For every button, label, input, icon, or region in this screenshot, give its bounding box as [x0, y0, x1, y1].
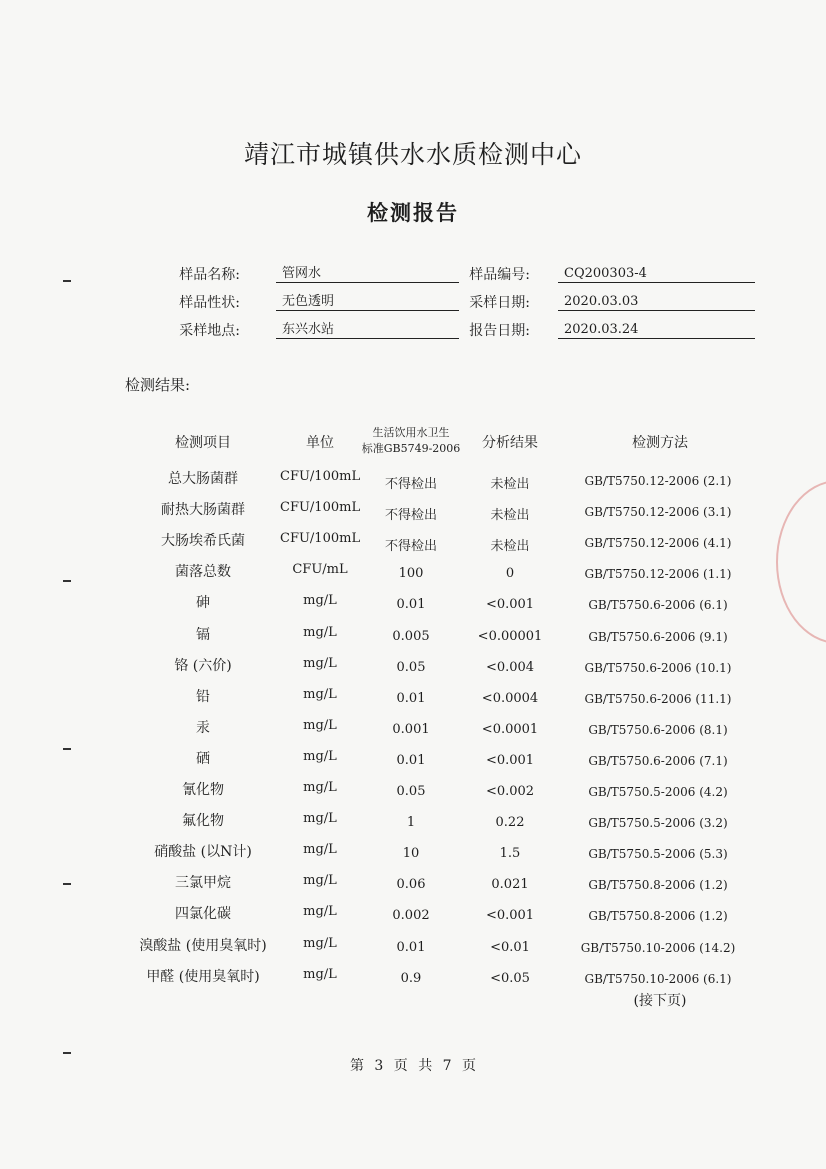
cell-method: GB/T5750.6-2006 (7.1) — [588, 753, 728, 768]
cell-unit: CFU/100mL — [280, 500, 361, 516]
continued-note: (接下页) — [633, 993, 687, 1009]
cell-standard: 不得检出 — [384, 539, 437, 555]
cell-item: 氰化物 — [182, 782, 224, 798]
cell-standard: 0.005 — [392, 628, 430, 644]
cell-unit: mg/L — [303, 904, 337, 920]
cell-result: <0.0001 — [481, 721, 539, 737]
cell-item: 菌落总数 — [175, 564, 231, 581]
cell-unit: mg/L — [303, 717, 337, 733]
header-unit: 单位 — [306, 435, 334, 451]
cell-item: 砷 — [196, 595, 210, 612]
cell-result: 0.22 — [495, 815, 525, 831]
cell-standard: 0.01 — [396, 597, 426, 613]
cell-unit: mg/L — [303, 873, 337, 889]
cell-standard: 不得检出 — [384, 508, 437, 524]
cell-method: GB/T5750.5-2006 (3.2) — [588, 816, 728, 831]
cell-result: 未检出 — [490, 539, 530, 555]
sampling-location-value: 东兴水站 — [276, 320, 459, 339]
header-standard-line2: 标准GB5749-2006 — [361, 442, 461, 455]
cell-unit: mg/L — [303, 842, 337, 858]
cell-item: 硝酸盐 (以N计) — [154, 844, 252, 861]
cell-standard: 1 — [406, 815, 416, 831]
cell-result: 0.021 — [491, 877, 529, 893]
sample-name-value: 管网水 — [276, 264, 459, 283]
cell-standard: 0.01 — [396, 752, 426, 768]
cell-item: 汞 — [196, 719, 210, 736]
cell-method: GB/T5750.6-2006 (11.1) — [584, 691, 732, 706]
cell-item: 铅 — [196, 688, 210, 705]
cell-standard: 10 — [402, 846, 420, 862]
cell-unit: mg/L — [303, 811, 337, 827]
cell-standard: 0.05 — [396, 659, 426, 675]
cell-result: <0.001 — [485, 752, 535, 768]
cell-method: GB/T5750.5-2006 (4.2) — [588, 785, 728, 799]
cell-unit: mg/L — [303, 593, 337, 609]
cell-unit: mg/L — [303, 748, 337, 764]
sample-id-value: CQ200303-4 — [558, 264, 755, 283]
organization-title: 靖江市城镇供水水质检测中心 — [243, 140, 582, 169]
cell-method: GB/T5750.12-2006 (1.1) — [584, 567, 732, 582]
sample-name-label: 样品名称: — [179, 267, 240, 283]
scan-mark — [63, 883, 71, 885]
report-date-value: 2020.03.24 — [558, 320, 755, 339]
cell-unit: mg/L — [303, 624, 337, 640]
cell-result: <0.00001 — [477, 628, 543, 644]
cell-method: GB/T5750.12-2006 (3.1) — [584, 505, 732, 520]
cell-result: <0.001 — [485, 908, 535, 924]
cell-item: 铬 (六价) — [174, 657, 232, 674]
cell-standard: 100 — [398, 566, 424, 582]
sampling-date-label: 采样日期: — [469, 295, 530, 311]
cell-method: GB/T5750.6-2006 (8.1) — [588, 722, 728, 737]
report-title: 检测报告 — [367, 201, 459, 225]
cell-method: GB/T5750.8-2006 (1.2) — [588, 909, 728, 924]
cell-standard: 0.06 — [396, 877, 426, 893]
header-standard-line1: 生活饮用水卫生 — [372, 426, 450, 439]
seal-stamp — [776, 480, 826, 644]
cell-item: 三氯甲烷 — [175, 875, 231, 892]
cell-unit: mg/L — [303, 966, 337, 982]
header-result: 分析结果 — [482, 435, 538, 451]
cell-unit: mg/L — [303, 655, 337, 671]
sampling-date-value: 2020.03.03 — [558, 292, 755, 311]
sampling-location-label: 采样地点: — [179, 323, 240, 339]
sample-appearance-label: 样品性状: — [179, 295, 240, 311]
header-item: 检测项目 — [175, 435, 231, 451]
cell-result: <0.0004 — [481, 690, 539, 706]
cell-method: GB/T5750.10-2006 (14.2) — [580, 940, 736, 955]
cell-method: GB/T5750.8-2006 (1.2) — [588, 878, 728, 893]
scan-mark — [63, 280, 71, 282]
cell-standard: 0.9 — [400, 970, 422, 986]
cell-method: GB/T5750.5-2006 (5.3) — [588, 847, 728, 862]
cell-item: 四氯化碳 — [175, 906, 231, 923]
cell-method: GB/T5750.6-2006 (6.1) — [588, 598, 728, 613]
cell-result: <0.004 — [485, 659, 535, 675]
cell-item: 大肠埃希氏菌 — [161, 533, 245, 550]
scan-mark — [63, 748, 71, 750]
cell-item: 总大肠菌群 — [168, 471, 238, 487]
cell-result: 1.5 — [499, 846, 521, 862]
cell-item: 硒 — [196, 750, 210, 767]
cell-unit: mg/L — [303, 935, 337, 951]
cell-standard: 0.002 — [392, 908, 430, 924]
cell-item: 耐热大肠菌群 — [161, 502, 245, 519]
cell-item: 甲醛 (使用臭氧时) — [146, 968, 260, 985]
cell-standard: 不得检出 — [384, 477, 437, 492]
cell-result: 未检出 — [490, 477, 530, 492]
header-method: 检测方法 — [632, 435, 688, 451]
cell-result: <0.05 — [490, 970, 530, 986]
cell-standard: 0.01 — [396, 939, 426, 955]
cell-result: <0.001 — [485, 597, 535, 613]
page-footer: 第 3 页 共 7 页 — [349, 1058, 477, 1074]
cell-standard: 0.01 — [396, 690, 426, 706]
cell-result: 0 — [505, 566, 515, 582]
sample-appearance-value: 无色透明 — [276, 292, 459, 311]
report-date-label: 报告日期: — [469, 323, 530, 339]
cell-unit: CFU/100mL — [280, 531, 361, 547]
cell-standard: 0.05 — [396, 784, 426, 799]
sample-id-label: 样品编号: — [469, 267, 530, 283]
cell-method: GB/T5750.6-2006 (10.1) — [584, 660, 732, 675]
cell-unit: mg/L — [303, 780, 337, 795]
cell-method: GB/T5750.12-2006 (4.1) — [584, 536, 732, 551]
cell-unit: CFU/mL — [292, 562, 348, 578]
cell-standard: 0.001 — [392, 721, 430, 737]
cell-item: 氟化物 — [182, 813, 224, 830]
cell-method: GB/T5750.10-2006 (6.1) — [584, 971, 732, 986]
cell-result: <0.01 — [490, 939, 530, 955]
scan-mark — [63, 1052, 71, 1054]
cell-unit: mg/L — [303, 686, 337, 702]
cell-result: <0.002 — [485, 784, 535, 799]
cell-unit: CFU/100mL — [280, 469, 361, 484]
cell-result: 未检出 — [490, 508, 530, 524]
cell-item: 溴酸盐 (使用臭氧时) — [139, 937, 267, 954]
results-label: 检测结果: — [125, 376, 191, 394]
cell-method: GB/T5750.12-2006 (2.1) — [584, 474, 732, 488]
cell-item: 镉 — [196, 626, 210, 643]
cell-method: GB/T5750.6-2006 (9.1) — [588, 629, 728, 644]
scan-mark — [63, 580, 71, 582]
